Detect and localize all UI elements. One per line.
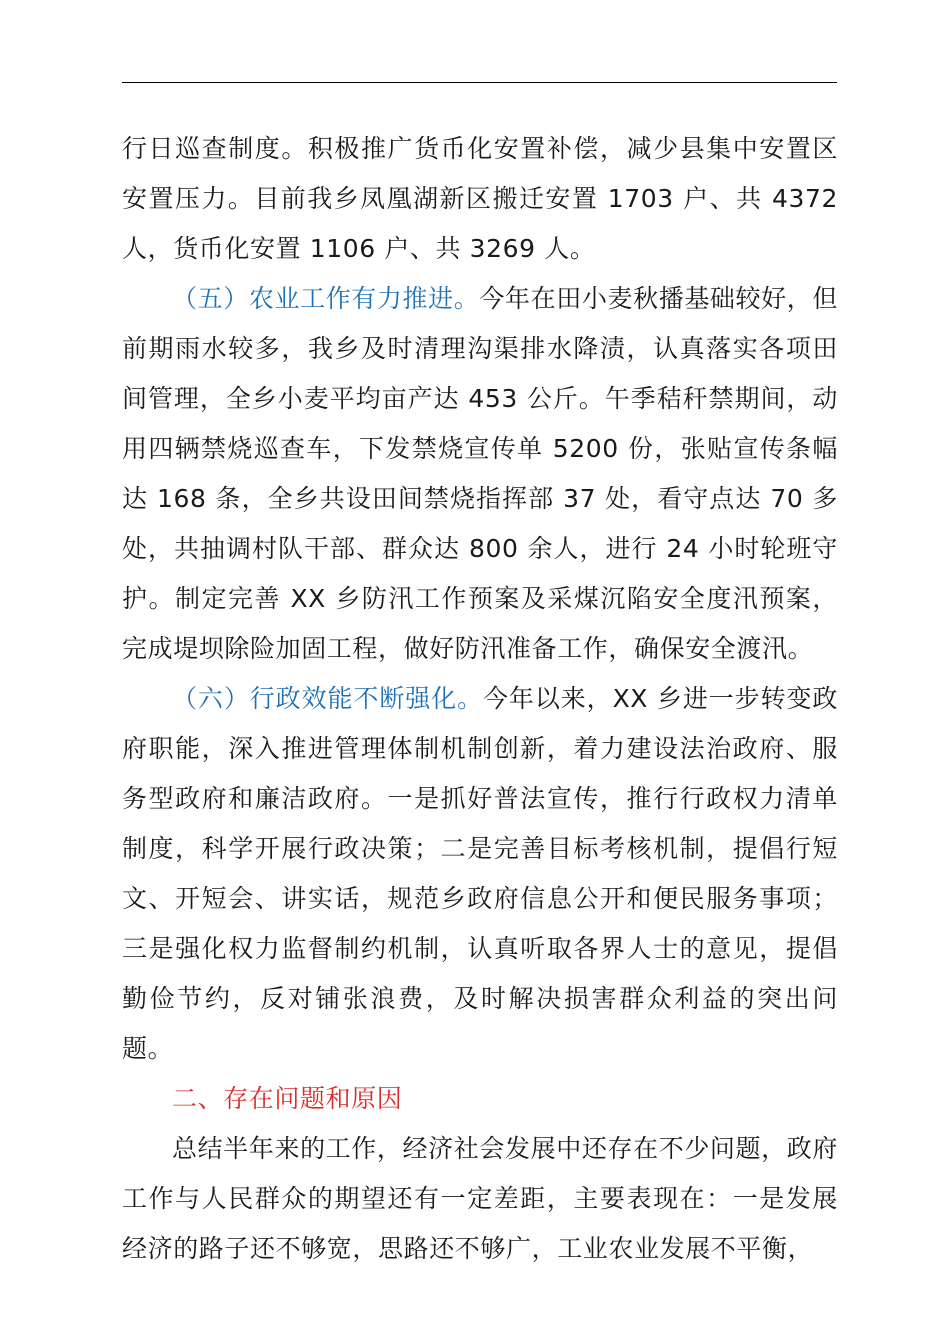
subsection-heading-agriculture: （五）农业工作有力推进。	[172, 284, 480, 313]
section-heading-problems: 二、存在问题和原因	[172, 1084, 403, 1113]
document-body	[122, 124, 838, 1274]
paragraph-problems-summary: 总结半年来的工作，经济社会发展中还存在不少问题，政府工作与人民群众的期望还有一定差距，主要表现在：一是发展经济的路子还不够宽，思路还不够广，工业农业发展不平衡，	[122, 1134, 838, 1263]
header-rule	[122, 82, 837, 83]
paragraph-resettlement	[122, 124, 838, 274]
paragraph-agriculture	[122, 274, 838, 674]
paragraph-text: 今年以来，XX 乡进一步转变政府职能，深入推进管理体制机制创新，着力建设法治政府、服务型政府和廉洁政府。一是抓好普法宣传，推行行政权力清单制度，科学开展行政决策；二是完善目标考核机制，提倡行短文、开短会、讲实话，规范乡政府信息公开和便民服务事项；三是强化权力监督制约机制，认真听取各界人士的意见，提倡勤俭节约，反对铺张浪费，及时解决损害群众利益的突出问题。	[122, 684, 838, 1063]
subsection-heading-administration: （六）行政效能不断强化。	[172, 684, 483, 713]
paragraph-text: 今年在田小麦秋播基础较好，但前期雨水较多，我乡及时清理沟渠排水降渍，认真落实各项田间管理，全乡小麦平均亩产达 453 公斤。午季秸秆禁期间，动用四辆禁烧巡查车，下发禁烧宣传单 5200 份，张贴宣传条幅达 168 条，全乡共设田间禁烧指挥部 37 处，看守点达 70 多处，共抽调村队干部、群众达 800 余人，进行 24 小时轮班守护。制定完善 XX 乡防汛工作预案及采煤沉陷安全度汛预案，完成堤坝除险加固工程，做好防汛准备工作，确保安全渡汛。	[122, 284, 838, 663]
paragraph-administration	[122, 674, 838, 1074]
paragraph-text: 行日巡查制度。积极推广货币化安置补偿，减少县集中安置区安置压力。目前我乡凤凰湖新区搬迁安置 1703 户、共 4372 人，货币化安置 1106 户、共 3269 人。	[122, 134, 838, 263]
